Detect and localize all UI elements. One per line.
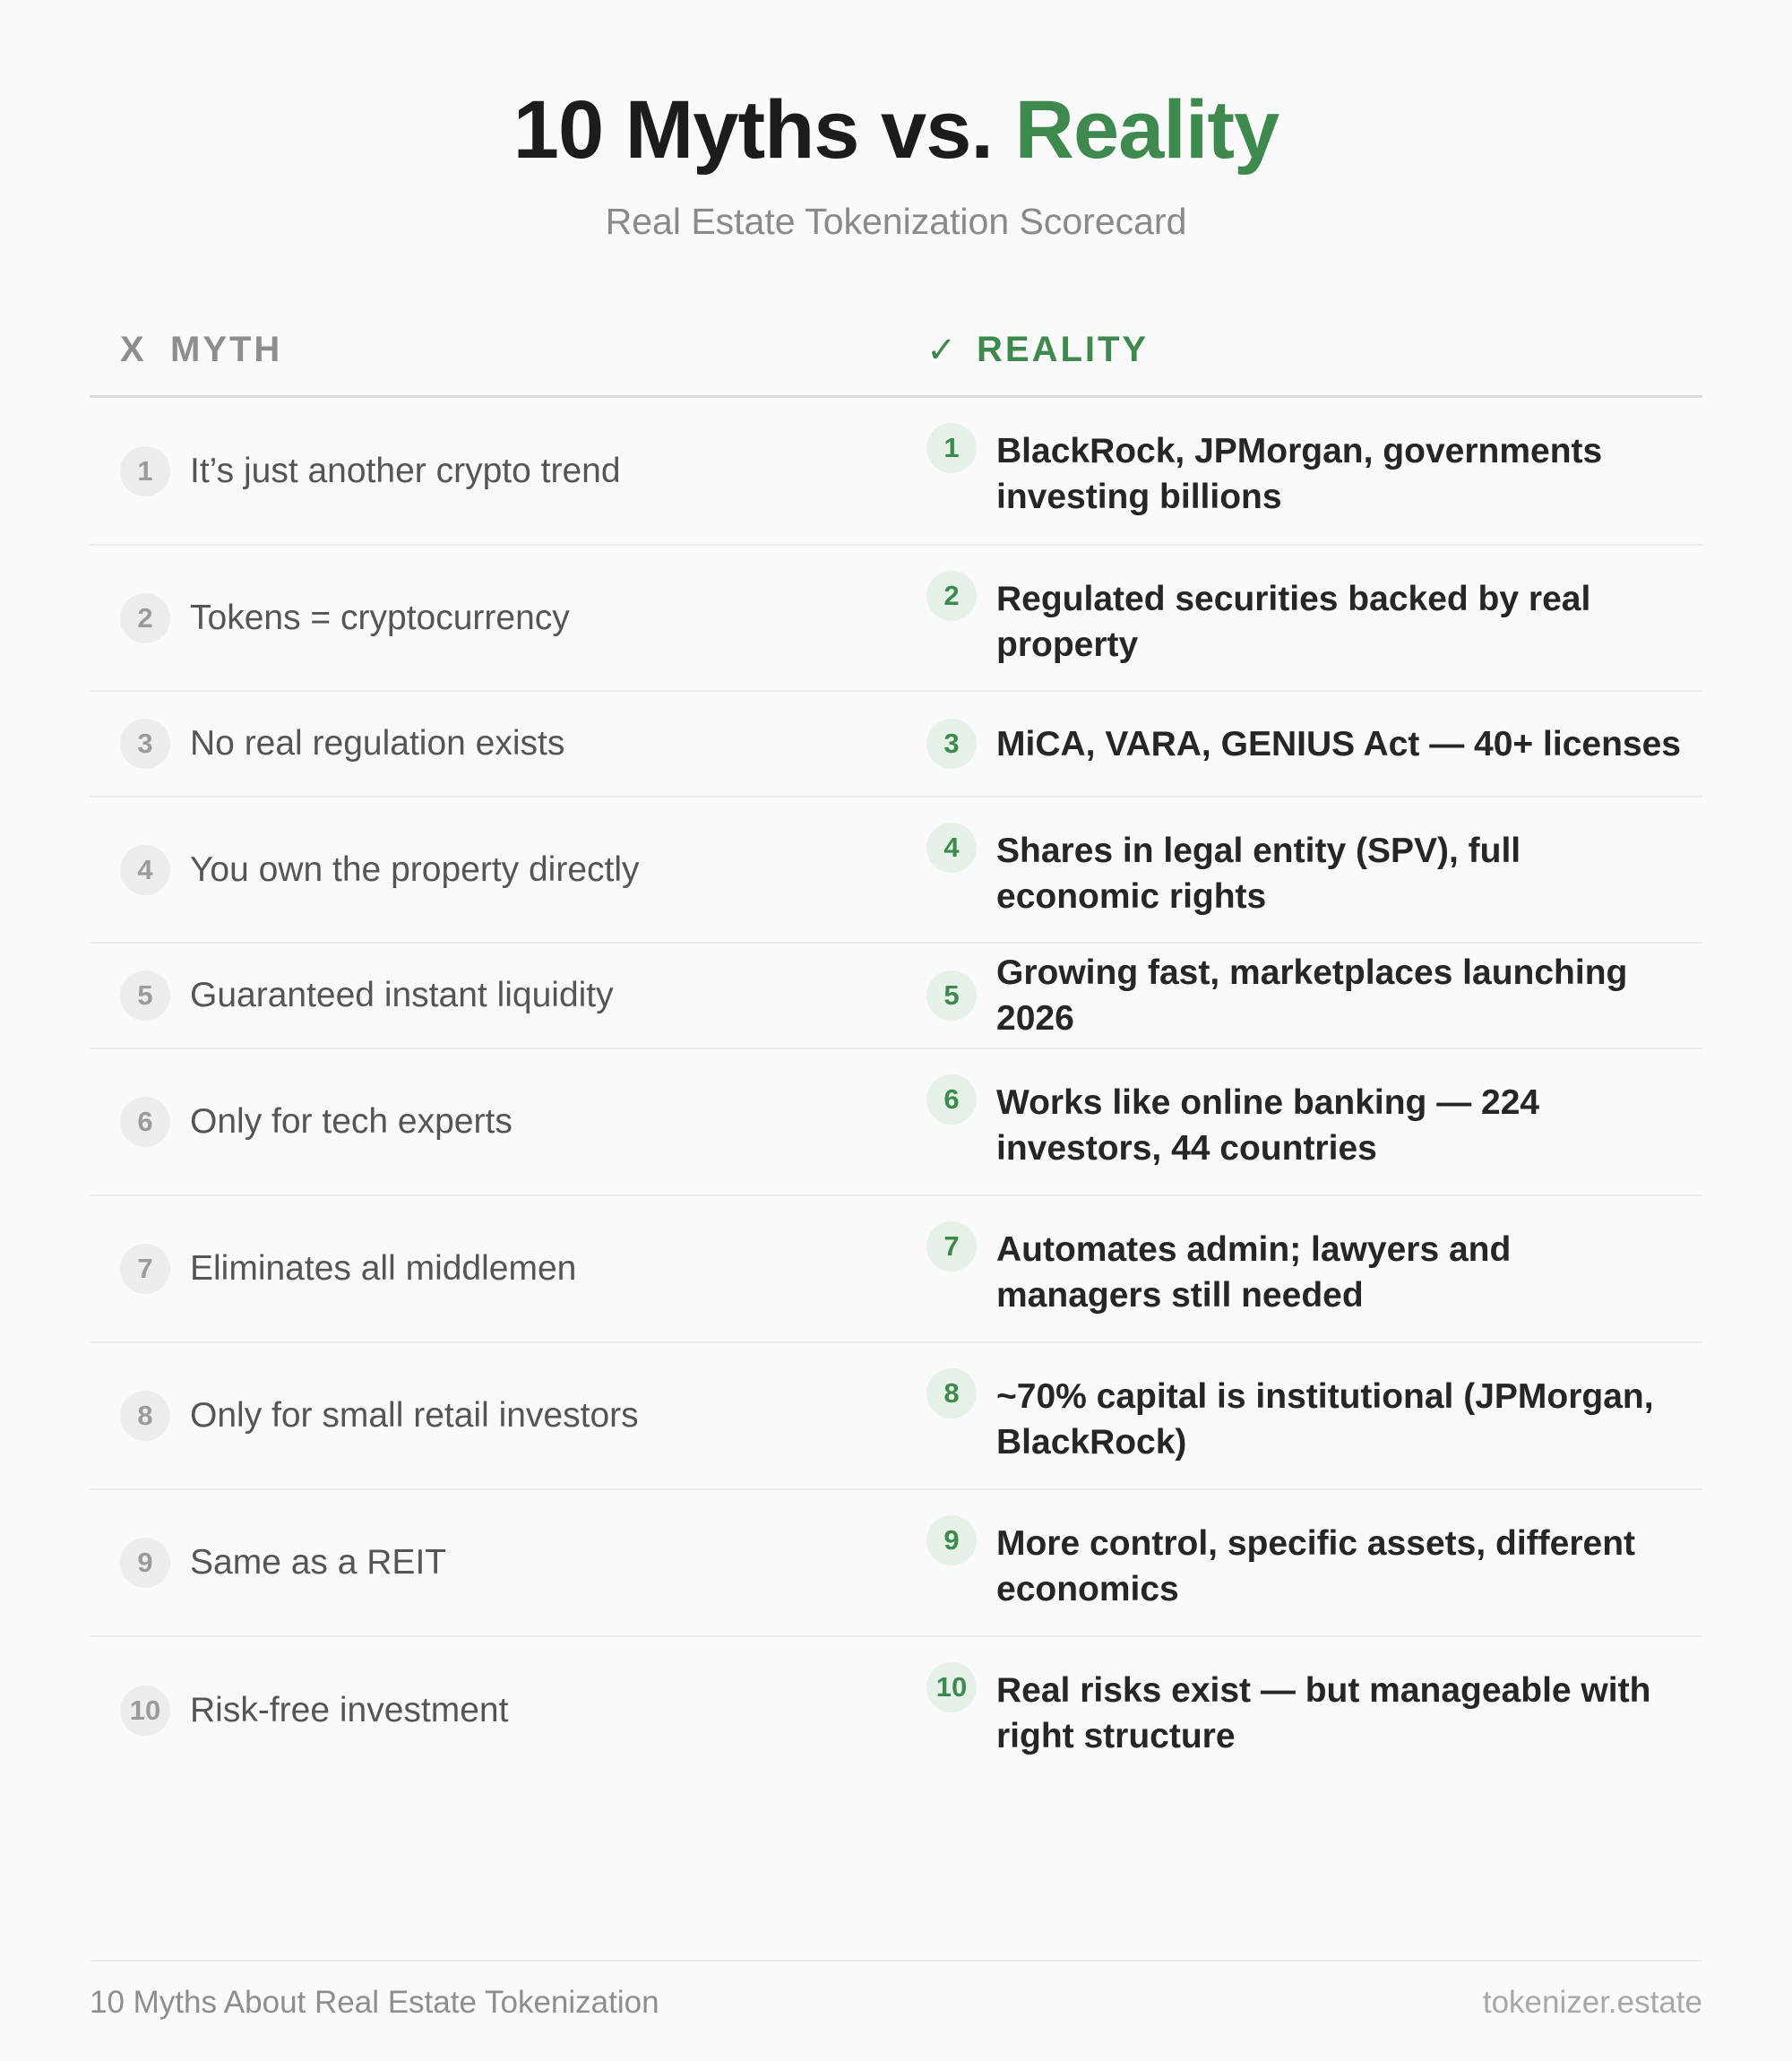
reality-text: Growing fast, marketplaces launching 2026 bbox=[996, 953, 1628, 1038]
myth-cell bbox=[90, 944, 896, 1048]
myth-number-badge: 2 bbox=[120, 593, 170, 643]
footer-divider bbox=[90, 1960, 1702, 1962]
table-row bbox=[90, 1637, 1702, 1784]
myth-text: It’s just another crypto trend bbox=[190, 451, 621, 490]
myth-cell bbox=[90, 1343, 896, 1488]
myth-number-badge: 10 bbox=[120, 1686, 170, 1736]
reality-number-badge: 7 bbox=[926, 1221, 977, 1272]
reality-number-badge: 10 bbox=[926, 1662, 977, 1712]
reality-text: Works like online banking — 224 investors, 44 countries bbox=[996, 1083, 1540, 1168]
reality-number-badge: 2 bbox=[926, 571, 977, 621]
title-block bbox=[0, 81, 1792, 244]
myth-text: Eliminates all middlemen bbox=[190, 1249, 577, 1288]
reality-text: Automates admin; lawyers and managers still needed bbox=[996, 1230, 1512, 1315]
myth-number-badge: 5 bbox=[120, 970, 170, 1021]
footer-site-name: tokenizer.estate bbox=[1482, 1985, 1702, 2020]
reality-header-label: REALITY bbox=[977, 330, 1150, 369]
table-row bbox=[90, 398, 1702, 546]
reality-cell bbox=[896, 1196, 1702, 1341]
myth-header-label: MYTH bbox=[170, 330, 283, 369]
reality-cell bbox=[896, 398, 1702, 544]
reality-cell bbox=[896, 1049, 1702, 1194]
reality-number-badge: 8 bbox=[926, 1368, 977, 1419]
myth-text: Only for small retail investors bbox=[190, 1396, 639, 1435]
table-row bbox=[90, 1049, 1702, 1196]
myth-text: Risk-free investment bbox=[190, 1691, 509, 1729]
title-accent: Reality bbox=[1014, 84, 1279, 176]
page-title bbox=[0, 81, 1792, 179]
table-row bbox=[90, 1490, 1702, 1637]
myth-number-badge: 1 bbox=[120, 446, 170, 496]
myth-text: Tokens = cryptocurrency bbox=[190, 598, 570, 637]
reality-cell bbox=[896, 1637, 1702, 1784]
myth-cell bbox=[90, 1049, 896, 1194]
myth-cell bbox=[90, 1637, 896, 1784]
reality-cell bbox=[896, 546, 1702, 690]
reality-column-header bbox=[896, 330, 1702, 371]
myth-number-badge: 7 bbox=[120, 1244, 170, 1294]
myth-number-badge: 6 bbox=[120, 1097, 170, 1147]
myth-text: Same as a REIT bbox=[190, 1543, 447, 1582]
table-row bbox=[90, 546, 1702, 692]
table-row bbox=[90, 692, 1702, 798]
reality-cell bbox=[896, 1343, 1702, 1488]
x-icon: X bbox=[120, 330, 147, 369]
page-subtitle: Real Estate Tokenization Scorecard bbox=[605, 201, 1187, 242]
reality-cell bbox=[896, 944, 1702, 1048]
reality-text: Real risks exist — but manageable with right structure bbox=[996, 1671, 1651, 1755]
myth-text: You own the property directly bbox=[190, 849, 640, 889]
myth-number-badge: 4 bbox=[120, 845, 170, 895]
myth-number-badge: 8 bbox=[120, 1391, 170, 1441]
myth-cell bbox=[90, 798, 896, 942]
reality-number-badge: 1 bbox=[926, 423, 977, 473]
table-row bbox=[90, 1196, 1702, 1343]
reality-text: BlackRock, JPMorgan, governments investing billions bbox=[996, 432, 1603, 516]
reality-number-badge: 6 bbox=[926, 1074, 977, 1125]
reality-text: Shares in legal entity (SPV), full economic rights bbox=[996, 832, 1521, 916]
myth-number-badge: 9 bbox=[120, 1538, 170, 1588]
reality-number-badge: 5 bbox=[926, 970, 977, 1021]
table-header bbox=[90, 305, 1702, 398]
myth-number-badge: 3 bbox=[120, 719, 170, 769]
reality-text: Regulated securities backed by real property bbox=[996, 580, 1591, 664]
footer-caption: 10 Myths About Real Estate Tokenization bbox=[90, 1985, 659, 2020]
reality-text: ~70% capital is institutional (JPMorgan, BlackRock) bbox=[996, 1377, 1654, 1462]
reality-cell bbox=[896, 1490, 1702, 1635]
reality-text: More control, specific assets, different economics bbox=[996, 1524, 1636, 1608]
myth-text: Only for tech experts bbox=[190, 1102, 513, 1141]
reality-cell bbox=[896, 692, 1702, 796]
myth-cell bbox=[90, 692, 896, 796]
myth-cell bbox=[90, 398, 896, 544]
myth-cell bbox=[90, 1196, 896, 1341]
myth-cell bbox=[90, 1490, 896, 1635]
table-row bbox=[90, 944, 1702, 1049]
reality-number-badge: 4 bbox=[926, 823, 977, 873]
myth-column-header bbox=[90, 330, 896, 370]
myth-text: No real regulation exists bbox=[190, 724, 565, 763]
scorecard-table bbox=[90, 305, 1702, 1784]
reality-number-badge: 3 bbox=[926, 719, 977, 769]
myth-cell bbox=[90, 546, 896, 690]
table-row bbox=[90, 1343, 1702, 1490]
title-main: 10 Myths vs. bbox=[513, 84, 1015, 176]
checkmark-icon: ✓ bbox=[926, 330, 960, 370]
table-row bbox=[90, 798, 1702, 944]
reality-cell bbox=[896, 798, 1702, 942]
myth-text: Guaranteed instant liquidity bbox=[190, 976, 614, 1014]
reality-text: MiCA, VARA, GENIUS Act — 40+ licenses bbox=[996, 724, 1681, 763]
reality-number-badge: 9 bbox=[926, 1515, 977, 1565]
